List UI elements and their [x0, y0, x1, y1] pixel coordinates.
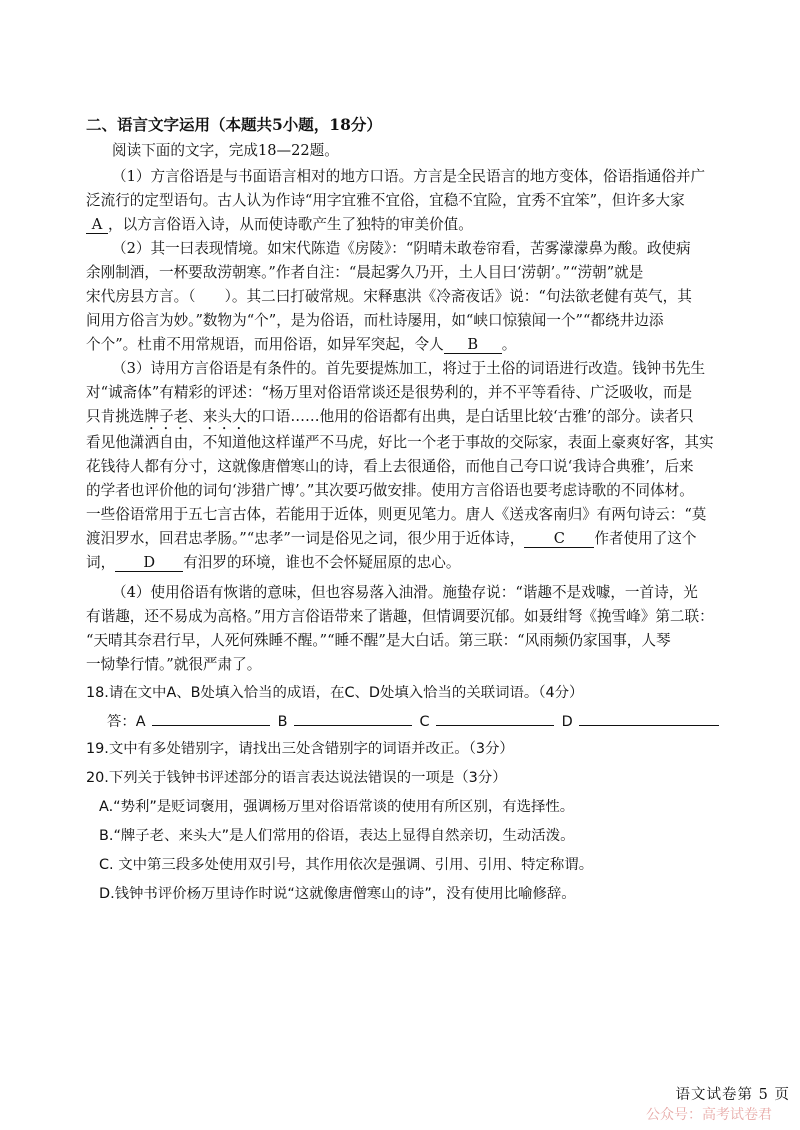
p1-line-3-text: ，以方言俗语入诗，从而使诗歌产生了独特的审美价值。: [108, 216, 473, 233]
answer-label-c: C: [419, 714, 430, 730]
answer-blank-b[interactable]: [294, 710, 412, 726]
p3-line-1: （3）诗用方言俗语是有条件的。首先要提炼加工，将过于土俗的词语进行改造。钱钟书先生: [112, 360, 706, 377]
p3-line-8-post: 作者使用了这个: [594, 530, 697, 547]
watermark: 公众号：高考试卷君: [646, 1107, 772, 1123]
p3-line-3: [86, 407, 694, 433]
p3-line-9-post: 有汨罗的环境，谁也不会怀疑屈原的忠心。: [183, 554, 461, 571]
p1-line-2: 泛流行的定型语句。古人认为作诗“用字宜雅不宜俗，宜稳不宜险，宜秀不宜笨”，但许多大家: [86, 192, 685, 209]
p3-line-5: 花钱待人都有分寸，这就像唐僧寒山的诗，看上去很通俗，而他自己夸口说‘我诗合典雅’，后来: [86, 458, 694, 475]
page-footer: 语文试卷第 5 页: [675, 1087, 790, 1103]
option-c: C. 文中第三段多处使用双引号，其作用依次是强调、引用、引用、特定称谓。: [99, 857, 594, 873]
dotted-phrase: 牌子老、来头大: [144, 408, 247, 425]
q18-answer-row: [107, 710, 727, 731]
answer-blank-d[interactable]: [579, 710, 719, 726]
p3-line-3-post: 的口语……他用的俗语都有出典，是白话里比较‘古雅’的部分。读者只: [246, 408, 694, 425]
p3-line-3-pre: 只肯挑选: [86, 408, 145, 425]
option-a: A.“势利”是贬词褒用，强调杨万里对俗语常谈的使用有所区别，有选择性。: [99, 799, 575, 815]
p2-line-5-post: 。: [501, 336, 517, 353]
p4-line-4: 一恸挚行情。”就很严肃了。: [86, 656, 262, 673]
answer-blank-a[interactable]: [152, 710, 270, 726]
answer-label: 答：: [107, 714, 136, 730]
p4-line-1: （4）使用俗语有恢谐的意味，但也容易落入油滑。施蛰存说：“谐趣不是戏噱，一首诗，光: [112, 584, 698, 601]
p3-line-7: 一些俗语常用于五七言古体，若能用于近体，则更见笔力。唐人《送戎客南归》有两句诗云：“莫: [86, 506, 707, 523]
answer-blank-c[interactable]: [436, 710, 554, 726]
p2-line-3: 宋代房县方言。（ ）。其二曰打破常规。宋释惠洪《冷斋夜话》说：“句法欲老健有英气，其: [86, 288, 692, 305]
p2-line-1: （2）其一曰表现情境。如宋代陈造《房陵》：“阴晴未敢卷帘看，苦雾濛濛鼻为酸。政使病: [112, 240, 691, 257]
p3-line-9: [86, 553, 461, 573]
p3-line-6: 的学者也评价他的词句‘涉猎广博’。”其次要巧做安排。使用方言俗语也要考虑诗歌的不同体材。: [86, 482, 694, 499]
question-18: 18.请在文中A、B处填入恰当的成语，在C、D处填入恰当的关联词语。（4分）: [86, 685, 584, 701]
p1-line-3: [86, 215, 473, 235]
question-20: 20.下列关于钱钟书评述部分的语言表达说法错误的一项是（3分）: [86, 770, 507, 786]
p2-line-4: 间用方俗言为妙。”数物为“个”，是为俗语，而杜诗屡用，如“峡口惊猿闻一个”“都绕井边添: [86, 312, 664, 329]
reading-intro: 阅读下面的文字，完成18—22题。: [112, 142, 339, 159]
blank-b: B: [444, 336, 502, 354]
p3-line-8: [86, 529, 696, 549]
answer-label-b: B: [277, 714, 288, 730]
p4-line-3: “天晴其奈君行早，人死何殊睡不醒。”“睡不醒”是大白话。第三联：“风雨频仍家国事，人琴: [86, 632, 671, 649]
option-b: B.“牌子老、来头大”是人们常用的俗语，表达上显得自然亲切，生动活泼。: [99, 828, 575, 844]
p2-line-5-pre: 个个”。杜甫不用常规语，而用俗语，如异军突起，令人: [86, 336, 444, 353]
option-d: D.钱钟书评价杨万里诗作时说“这就像唐僧寒山的诗”，没有使用比喻修辞。: [99, 886, 576, 902]
blank-a: A: [86, 216, 108, 234]
blank-c: C: [524, 530, 594, 548]
answer-label-d: D: [561, 714, 573, 730]
section-title: 二、语言文字运用（本题共5小题，18分）: [86, 115, 382, 134]
answer-label-a: A: [135, 714, 146, 730]
p3-line-9-pre: 词，: [86, 554, 116, 571]
blank-d: D: [115, 554, 183, 572]
p4-line-2: 有谐趣，还不易成为高格。”用方言俗语带来了谐趣，但情调要沉郁。如聂绀弩《挽雪峰》第二联：: [86, 608, 714, 625]
p3-line-8-pre: 渡汨罗水，回君忠孝肠。”“忠孝”一词是俗见之词，很少用于近体诗，: [86, 530, 525, 547]
p3-line-4: 看见他潇洒自由，不知道他这样谨严不马虎，好比一个老于事故的交际家，表面上豪爽好客，其实: [86, 434, 714, 451]
p1-line-1: （1）方言俗语是与书面语言相对的地方口语。方言是全民语言的地方变体，俗语指通俗并广: [112, 168, 706, 185]
p2-line-5: [86, 335, 516, 355]
p2-line-2: 余刚制酒，一杯要敌涝朝寒。”作者自注：“晨起雾久乃开，土人目曰‘涝朝’。”“涝朝”就是: [86, 264, 644, 281]
question-19: 19.文中有多处错别字，请找出三处含错别字的词语并改正。（3分）: [86, 741, 514, 757]
p3-line-2: 对“诚斋体”有精彩的评述：“杨万里对俗语常谈还是很势利的，并不平等看待、广泛吸收，而是: [86, 384, 693, 401]
